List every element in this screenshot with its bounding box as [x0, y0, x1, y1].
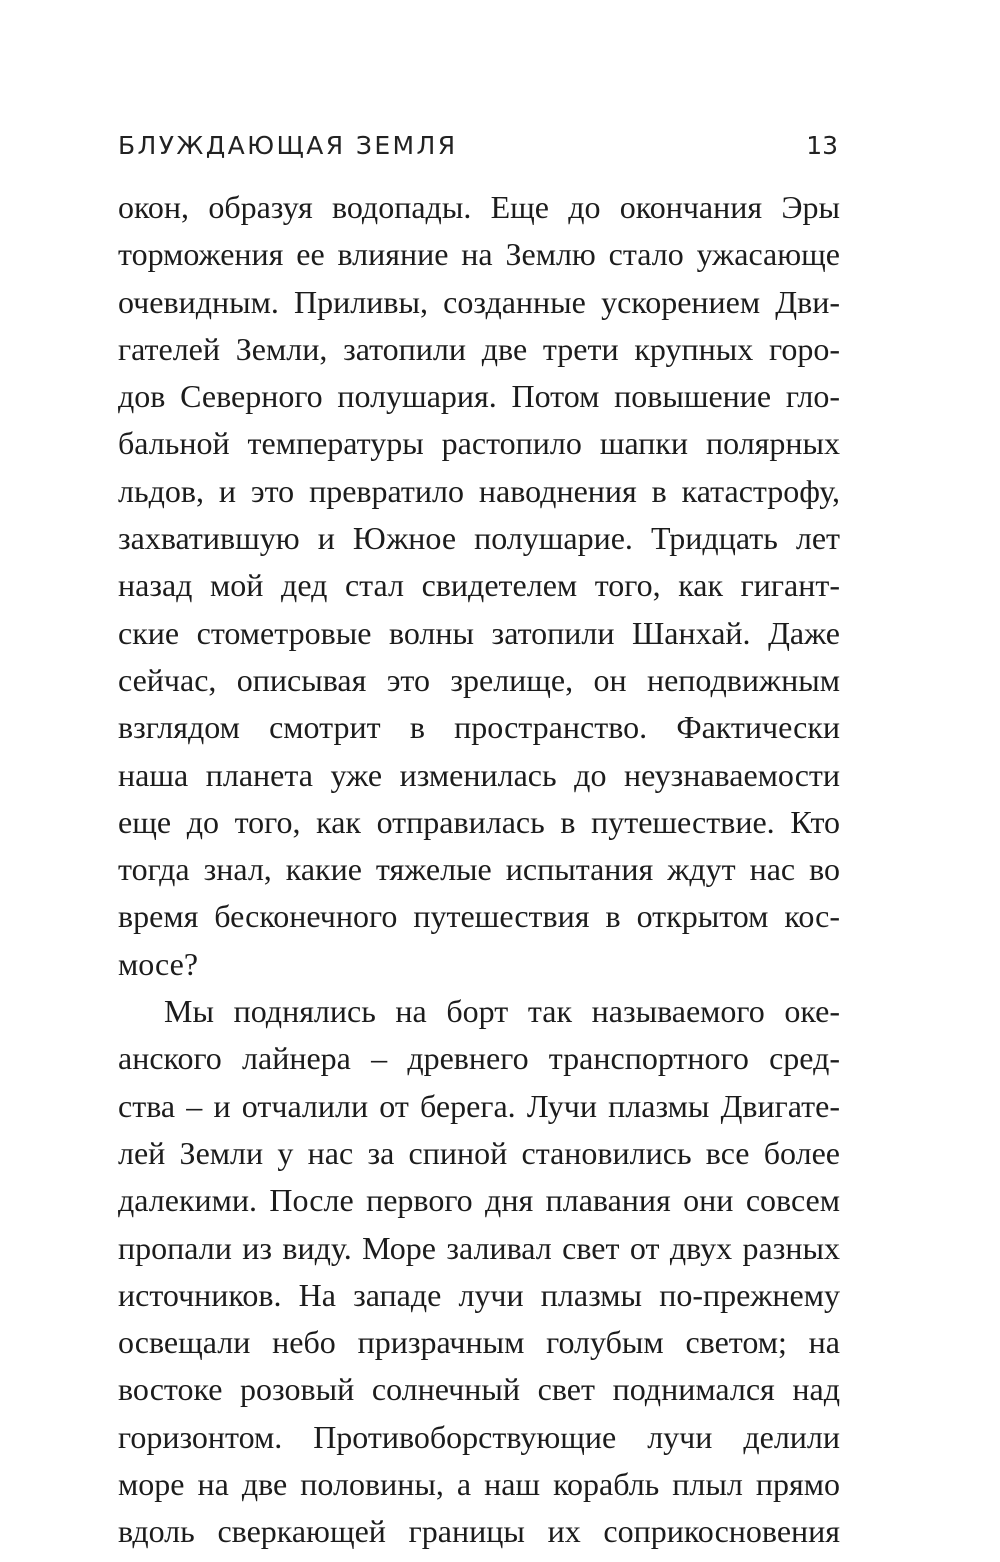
text-line: время бесконечного путешествия в открытом кос-: [118, 898, 840, 935]
paragraph: [118, 184, 840, 988]
paragraph: [118, 988, 840, 1556]
text-line: лей Земли у нас за спиной становились все более: [118, 1134, 840, 1171]
text-line: ские стометровые волны затопили Шанхай. Даже: [118, 614, 840, 651]
text-line: захватившую и Южное полушарие. Тридцать лет: [118, 520, 840, 557]
text-line: наша планета уже изменилась до неузнаваемости: [118, 756, 840, 793]
text-line: Мы поднялись на борт так называемого оке-: [164, 993, 840, 1030]
text-line: бальной температуры растопило шапки полярных: [118, 425, 840, 462]
text-line: льдов, и это превратило наводнения в катастрофу,: [118, 472, 840, 509]
text-line: море на две половины, а наш корабль плыл прямо: [118, 1466, 840, 1503]
text-line: гателей Земли, затопили две трети крупных горо-: [118, 330, 840, 367]
text-line: очевидным. Приливы, созданные ускорением Дви-: [118, 283, 840, 320]
text-line: источников. На западе лучи плазмы по-прежнему: [118, 1276, 840, 1313]
text-line: окон, образуя водопады. Еще до окончания Эры: [118, 189, 840, 225]
text-line: еще до того, как отправилась в путешествие. Кто: [118, 803, 840, 840]
running-title: БЛУЖДАЮЩАЯ ЗЕМЛЯ: [118, 131, 458, 160]
text-line: востоке розовый солнечный свет поднимался над: [118, 1371, 840, 1408]
text-line: анского лайнера – древнего транспортного сред-: [118, 1040, 840, 1077]
text-line: сейчас, описывая это зрелище, он неподвижным: [118, 661, 840, 698]
text-line: пропали из виду. Море заливал свет от двух разных: [118, 1229, 840, 1266]
text-line: горизонтом. Противоборствующие лучи делили: [118, 1418, 840, 1455]
text-line: мосе?: [118, 945, 199, 982]
running-header: [118, 126, 840, 170]
text-line: дов Северного полушария. Потом повышение гло-: [118, 378, 840, 415]
text-line: торможения ее влияние на Землю стало ужасающе: [118, 236, 840, 273]
text-line: далекими. После первого дня плавания они совсем: [118, 1182, 840, 1219]
text-line: вдоль сверкающей границы их соприкосновения: [118, 1513, 840, 1550]
text-line: тогда знал, какие тяжелые испытания ждут нас во: [118, 851, 840, 888]
text-line: освещали небо призрачным голубым светом; на: [118, 1324, 840, 1361]
body-text: [118, 184, 840, 1556]
page-number: 13: [806, 131, 838, 160]
text-line: назад мой дед стал свидетелем того, как гигант-: [118, 567, 840, 604]
text-line: ства – и отчалили от берега. Лучи плазмы Двигате-: [118, 1087, 840, 1124]
text-line: взглядом смотрит в пространство. Фактически: [118, 709, 840, 746]
